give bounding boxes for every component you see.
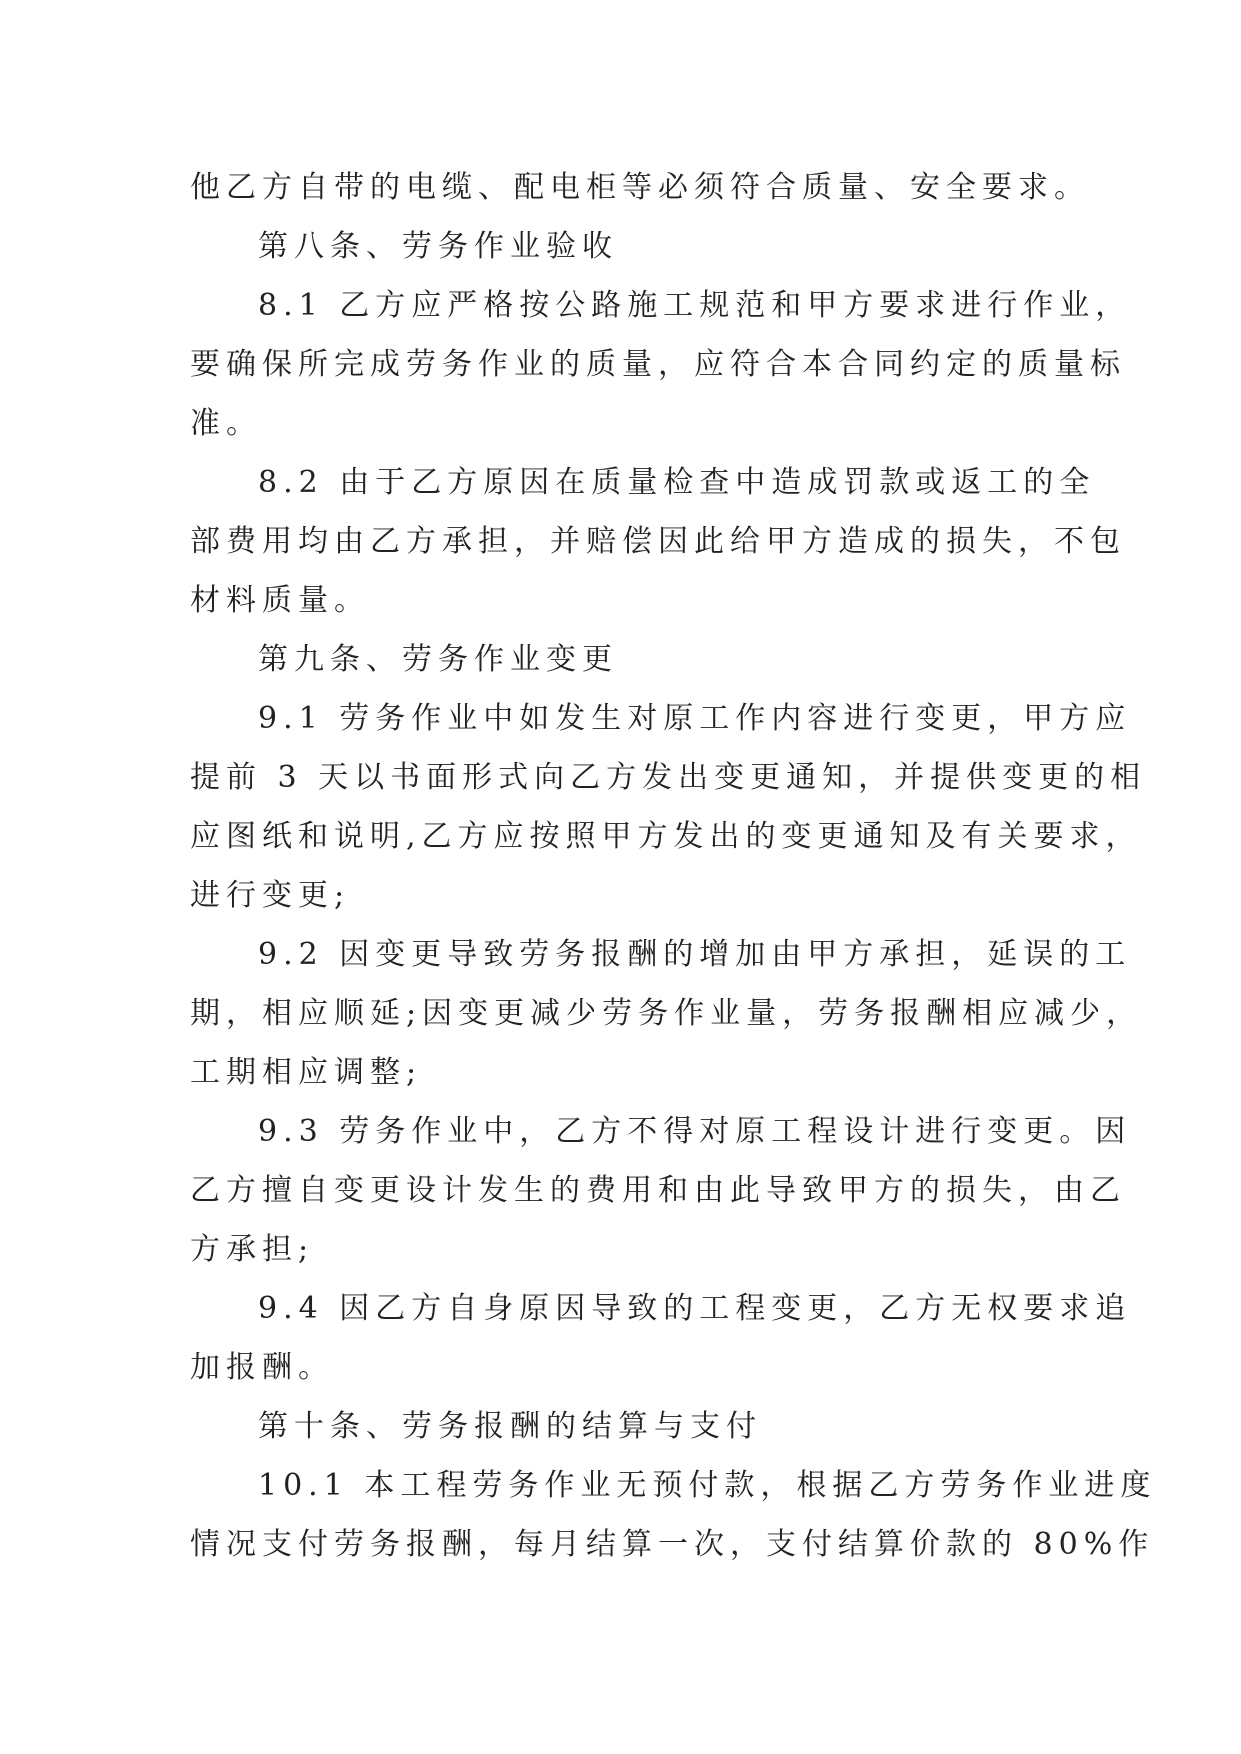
text-line: 8.1 乙方应严格按公路施工规范和甲方要求进行作业， <box>258 288 1132 323</box>
section-heading-10: 第十条、劳务报酬的结算与支付 <box>258 1409 762 1444</box>
text-line: 9.4 因乙方自身原因导致的工程变更，乙方无权要求追 <box>258 1291 1132 1326</box>
text-line: 他乙方自带的电缆、配电柜等必须符合质量、安全要求。 <box>190 170 1090 205</box>
text-line: 材料质量。 <box>190 583 370 618</box>
section-heading-8: 第八条、劳务作业验收 <box>258 229 618 264</box>
document-body <box>190 158 1157 1574</box>
text-line: 进行变更; <box>190 878 351 913</box>
text-line: 9.3 劳务作业中，乙方不得对原工程设计进行变更。因 <box>258 1114 1132 1149</box>
text-line: 提前 3 天以书面形式向乙方发出变更通知，并提供变更的相 <box>190 760 1147 795</box>
text-line: 8.2 由于乙方原因在质量检查中造成罚款或返工的全 <box>258 465 1096 500</box>
text-line: 10.1 本工程劳务作业无预付款，根据乙方劳务作业进度 <box>258 1468 1157 1503</box>
text-line: 9.1 劳务作业中如发生对原工作内容进行变更，甲方应 <box>258 701 1132 736</box>
section-heading-9: 第九条、劳务作业变更 <box>258 642 618 677</box>
text-line: 9.2 因变更导致劳务报酬的增加由甲方承担，延误的工 <box>258 937 1132 972</box>
text-line: 应图纸和说明,乙方应按照甲方发出的变更通知及有关要求， <box>190 819 1142 854</box>
text-line: 乙方擅自变更设计发生的费用和由此导致甲方的损失，由乙 <box>190 1173 1126 1208</box>
text-line: 工期相应调整; <box>190 1055 423 1090</box>
text-line: 部费用均由乙方承担，并赔偿因此给甲方造成的损失，不包 <box>190 524 1126 559</box>
text-line: 要确保所完成劳务作业的质量，应符合本合同约定的质量标 <box>190 347 1126 382</box>
text-line: 情况支付劳务报酬，每月结算一次，支付结算价款的 80%作 <box>190 1527 1155 1562</box>
text-line: 方承担; <box>190 1232 315 1267</box>
text-line: 准。 <box>190 406 262 441</box>
text-line: 加报酬。 <box>190 1350 334 1385</box>
text-line: 期，相应顺延;因变更减少劳务作业量，劳务报酬相应减少， <box>190 996 1143 1031</box>
